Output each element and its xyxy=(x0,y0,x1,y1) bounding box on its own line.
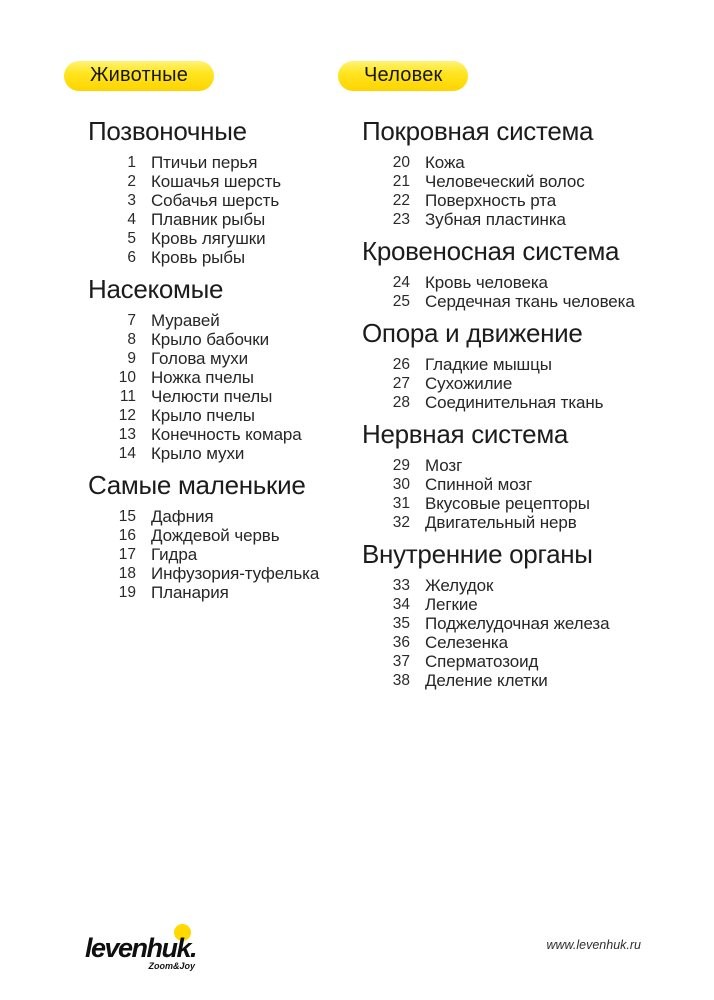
logo-tagline: Zoom&Joy xyxy=(148,961,195,971)
specimen-row xyxy=(88,349,336,368)
specimen-row xyxy=(362,595,668,614)
specimen-label: Вкусовые рецепторы xyxy=(425,494,590,513)
specimen-number: 19 xyxy=(118,584,136,601)
specimen-section xyxy=(362,540,668,690)
specimen-list xyxy=(88,309,336,463)
section-title: Внутренние органы xyxy=(362,539,593,569)
specimen-row xyxy=(88,153,336,172)
specimen-list xyxy=(362,454,668,532)
specimen-number: 16 xyxy=(118,527,136,544)
specimen-label: Кошачья шерсть xyxy=(151,172,282,191)
specimen-list xyxy=(362,271,668,311)
specimen-row xyxy=(362,153,668,172)
specimen-label: Дафния xyxy=(151,507,214,526)
specimen-number: 6 xyxy=(127,249,136,266)
specimen-number: 28 xyxy=(392,394,410,411)
specimen-label: Инфузория-туфелька xyxy=(151,564,320,583)
specimen-number: 1 xyxy=(127,154,136,171)
specimen-section xyxy=(362,319,668,412)
specimen-row xyxy=(88,444,336,463)
specimen-number: 35 xyxy=(392,615,410,632)
specimen-number: 29 xyxy=(392,457,410,474)
specimen-number: 5 xyxy=(127,230,136,247)
specimen-number: 4 xyxy=(127,211,136,228)
specimen-row xyxy=(88,425,336,444)
specimen-row xyxy=(88,210,336,229)
specimen-row xyxy=(362,191,668,210)
specimen-row xyxy=(88,583,336,602)
specimen-number: 34 xyxy=(392,596,410,613)
specimen-row xyxy=(362,374,668,393)
specimen-label: Гладкие мышцы xyxy=(425,355,552,374)
specimen-row xyxy=(88,229,336,248)
category-badge-animals-label: Животные xyxy=(90,64,189,86)
specimen-label: Плавник рыбы xyxy=(151,210,266,229)
specimen-row xyxy=(88,564,336,583)
specimen-label: Челюсти пчелы xyxy=(151,387,273,406)
specimen-label: Кожа xyxy=(425,153,465,172)
specimen-label: Собачья шерсть xyxy=(151,191,280,210)
specimen-row xyxy=(362,576,668,595)
specimen-label: Крыло бабочки xyxy=(151,330,269,349)
specimen-label: Сперматозоид xyxy=(425,652,539,671)
specimen-number: 37 xyxy=(392,653,410,670)
specimen-section xyxy=(88,471,336,602)
specimen-label: Спинной мозг xyxy=(425,475,533,494)
specimen-number: 7 xyxy=(127,312,136,329)
specimen-label: Поверхность рта xyxy=(425,191,557,210)
specimen-list xyxy=(88,505,336,602)
section-title: Покровная система xyxy=(362,116,594,146)
specimen-row xyxy=(362,456,668,475)
specimen-number: 18 xyxy=(118,565,136,582)
column-animals xyxy=(64,61,336,610)
specimen-row xyxy=(88,311,336,330)
logo-brand-text: levenhuk. xyxy=(85,933,197,963)
specimen-section xyxy=(362,117,668,229)
levenhuk-logo xyxy=(85,933,197,971)
specimen-number: 9 xyxy=(127,350,136,367)
animals-sections xyxy=(88,117,336,602)
human-sections xyxy=(362,117,668,690)
specimen-number: 25 xyxy=(392,293,410,310)
specimen-row xyxy=(362,614,668,633)
specimen-label: Легкие xyxy=(425,595,478,614)
specimen-number: 8 xyxy=(127,331,136,348)
specimen-number: 36 xyxy=(392,634,410,651)
specimen-row xyxy=(362,671,668,690)
specimen-row xyxy=(88,330,336,349)
specimen-section xyxy=(362,237,668,311)
specimen-number: 20 xyxy=(392,154,410,171)
specimen-row xyxy=(88,172,336,191)
specimen-number: 17 xyxy=(118,546,136,563)
specimen-label: Муравей xyxy=(151,311,220,330)
website-url: www.levenhuk.ru xyxy=(546,938,641,952)
specimen-label: Дождевой червь xyxy=(151,526,280,545)
specimen-number: 14 xyxy=(118,445,136,462)
specimen-row xyxy=(88,545,336,564)
section-title: Кровеносная система xyxy=(362,236,620,266)
specimen-number: 33 xyxy=(392,577,410,594)
specimen-label: Гидра xyxy=(151,545,198,564)
specimen-number: 11 xyxy=(119,388,136,405)
specimen-label: Голова мухи xyxy=(151,349,249,368)
section-title: Позвоночные xyxy=(88,116,247,146)
specimen-list xyxy=(88,151,336,267)
specimen-number: 12 xyxy=(118,407,136,424)
specimen-row xyxy=(362,393,668,412)
specimen-label: Сердечная ткань человека xyxy=(425,292,635,311)
specimen-label: Селезенка xyxy=(425,633,508,652)
specimen-row xyxy=(362,494,668,513)
specimen-number: 23 xyxy=(392,211,410,228)
specimen-row xyxy=(88,387,336,406)
specimen-label: Сухожилие xyxy=(425,374,513,393)
specimen-label: Мозг xyxy=(425,456,463,475)
specimen-number: 38 xyxy=(392,672,410,689)
specimen-row xyxy=(362,273,668,292)
specimen-number: 10 xyxy=(118,369,136,386)
specimen-number: 24 xyxy=(392,274,410,291)
section-title: Нервная система xyxy=(362,419,569,449)
specimen-number: 30 xyxy=(392,476,410,493)
specimen-label: Крыло пчелы xyxy=(151,406,255,425)
specimen-section xyxy=(362,420,668,532)
specimen-number: 15 xyxy=(118,508,136,525)
specimen-row xyxy=(88,368,336,387)
specimen-label: Зубная пластинка xyxy=(425,210,566,229)
specimen-label: Соединительная ткань xyxy=(425,393,604,412)
category-badge-human-label: Человек xyxy=(364,64,443,86)
specimen-number: 22 xyxy=(392,192,410,209)
specimen-section xyxy=(88,117,336,267)
specimen-label: Кровь рыбы xyxy=(151,248,246,267)
section-title: Опора и движение xyxy=(362,318,583,348)
specimen-row xyxy=(362,292,668,311)
specimen-label: Кровь лягушки xyxy=(151,229,266,248)
specimen-row xyxy=(362,210,668,229)
specimen-label: Поджелудочная железа xyxy=(425,614,610,633)
specimen-number: 2 xyxy=(127,173,136,190)
specimen-row xyxy=(362,172,668,191)
specimen-label: Птичьи перья xyxy=(151,153,258,172)
category-badge-human xyxy=(338,61,468,91)
specimen-row xyxy=(362,513,668,532)
specimen-row xyxy=(362,633,668,652)
specimen-label: Кровь человека xyxy=(425,273,548,292)
specimen-number: 31 xyxy=(392,495,410,512)
specimen-number: 26 xyxy=(392,356,410,373)
specimen-number: 32 xyxy=(392,514,410,531)
section-title: Насекомые xyxy=(88,274,224,304)
specimen-label: Человеческий волос xyxy=(425,172,585,191)
specimen-number: 21 xyxy=(392,173,410,190)
specimen-label: Планария xyxy=(151,583,229,602)
specimen-row xyxy=(88,406,336,425)
specimen-row xyxy=(362,475,668,494)
specimen-list xyxy=(362,353,668,412)
specimen-label: Деление клетки xyxy=(425,671,548,690)
specimen-label: Желудок xyxy=(425,576,494,595)
specimen-number: 3 xyxy=(127,192,136,209)
section-title: Самые маленькие xyxy=(88,470,306,500)
specimen-list xyxy=(362,574,668,690)
specimen-number: 27 xyxy=(392,375,410,392)
category-badge-animals xyxy=(64,61,214,91)
specimen-label: Крыло мухи xyxy=(151,444,245,463)
specimen-label: Двигательный нерв xyxy=(425,513,577,532)
specimen-section xyxy=(88,275,336,463)
specimen-label: Конечность комара xyxy=(151,425,302,444)
specimen-row xyxy=(88,507,336,526)
specimen-row xyxy=(362,652,668,671)
specimen-row xyxy=(88,191,336,210)
column-human xyxy=(338,61,668,698)
specimen-row xyxy=(88,248,336,267)
specimen-row xyxy=(362,355,668,374)
specimen-row xyxy=(88,526,336,545)
specimen-list xyxy=(362,151,668,229)
specimen-label: Ножка пчелы xyxy=(151,368,254,387)
specimen-number: 13 xyxy=(118,426,136,443)
